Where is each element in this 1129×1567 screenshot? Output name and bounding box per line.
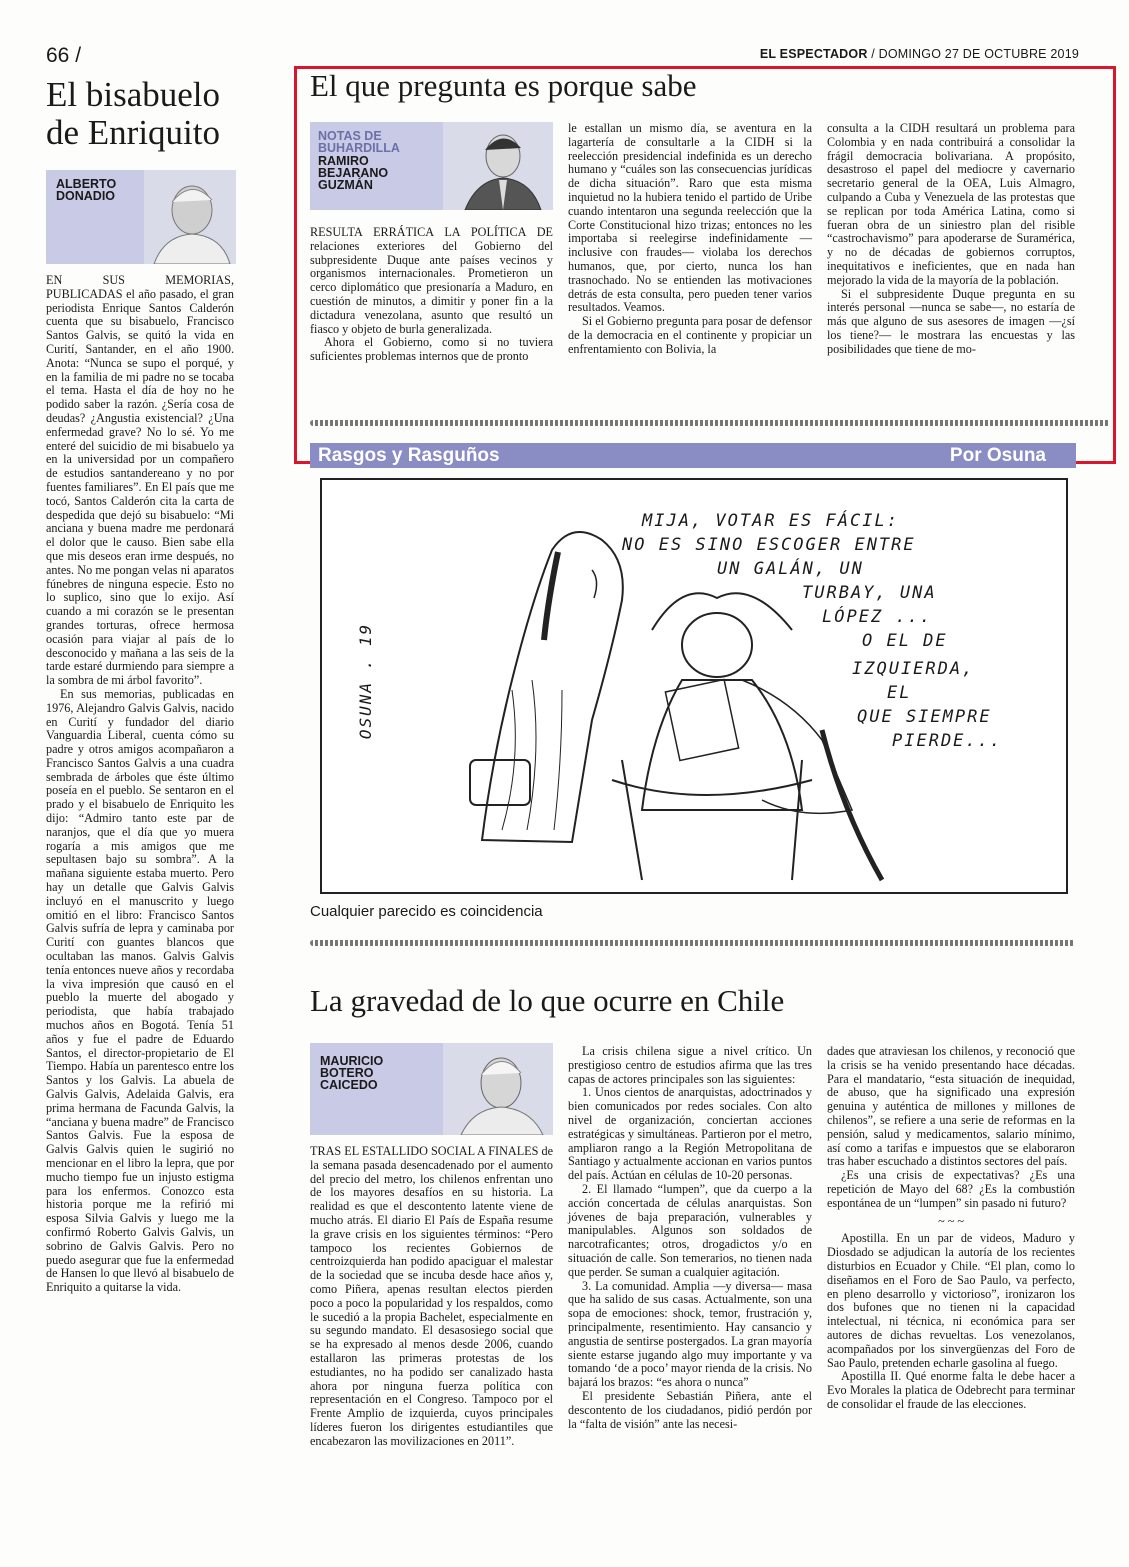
section-name: NOTAS DE BUHARDILLA [318,129,400,155]
bottom-paragraph: 3. La comunidad. Amplia —y diversa— masa que ha salido de sus casas. Actualmente, son una sopa de emociones: shock, temor, frustración y, principalmente, resentimiento. Hay cansancio y angustia de sentirse postergados. La gran mayoría siente estarse jugando algo muy importante y va tomando ‘de a poco’ mayor rienda de la crisis. No bajará los brazos: “es ahora o nunca” [568,1278,812,1390]
speech-line: EL [887,683,912,703]
bottom-paragraph: TRAS EL ESTALLIDO SOCIAL A FINALES de la semana pasada desencadenado por el aumento del precio del metro, los chilenos enfrentan uno de los mayores desafíos en su historia. La realidad es que el descontento latente viene de mucho atrás. El diario El País de España resume la grave crisis en los siguientes términos: “Pero tampoco los recientes Gobiernos de centroizquierda han podido apaciguar el malestar de la sociedad que se incuba desde hace años y, como Piñera, apenas resultan electos pierden poco a poco la popularidad y los respaldos, como le sucedió a la propia Bachelet, especialmente en su segundo mandato. El desasosiego social que se ha expresado al menos desde 2006, cuando estallaron las primeras protestas de los estudiantes, no ha podido ser canalizado hasta ahora por ninguna fuerza política con representación en el Congreso. Tampoco por el Frente Amplio de izquierda, cuyos principales líderes fueron los dirigentes estudiantiles que encabezaron las movilizaciones en 2011”. [310,1144,553,1448]
left-article-title: El bisabuelo de Enriquito [46,75,220,152]
top-article-col-1 [310,226,553,364]
top-paragraph: consulta a la CIDH resultará un problema para Colombia y en nada contribuirá a consolidar la frágil democracia bolivariana. A propósito, desastroso el papel del mediocre y cavernario secretario general de la OEA, Luis Almagro, culpando a Cuba y Venezuela de las protestas que se replican por toda América Latina, como si fueran obra de un siniestro plan del risible “castrochavismo” para apoderarse de Suramérica, y no de décadas de gobiernos corruptos, inequitativos e ineficientes, que en nada han mejorado la vida de la mayoría de la población. [827,121,1075,287]
speech-line: IZQUIERDA, [852,659,975,679]
top-article-col-3 [827,122,1075,357]
page-number-slash: / [75,44,82,67]
speech-line: NO ES SINO ESCOGER ENTRE [622,535,916,555]
wavy-separator [310,940,1075,946]
bottom-paragraph: La crisis chilena sigue a nivel crítico. Un prestigioso centro de estudios afirma que las tres capas de actores principales son las siguientes: [568,1044,812,1086]
top-paragraph: Si el Gobierno pregunta para posar de defensor de la democracia en el continente y propiciar un enfrentamiento con Bolivia, la [568,314,812,356]
banner-title: Rasgos y Rasguños [318,445,500,466]
bottom-paragraph: 2. El llamado “lumpen”, que da cuerpo a la acción concertada de células anarquistas. Son jóvenes de baja preparación, vulnerables y manipulables. Algunos son soldados de narcotraficantes; otros, drogadictos y/o en situación de calle. Son temerarios, no tienen nada que perder. Se suman a cualquier agitación. [568,1181,812,1279]
top-paragraph: Ahora el Gobierno, como si no tuviera suficientes problemas internos que de pronto [310,335,553,364]
page-number [46,44,81,68]
bottom-paragraph: El presidente Sebastián Piñera, ante el descontento de los ciudadanos, pidió perdón por la “falta de visión” ante las necesi- [568,1388,812,1431]
left-author-name: ALBERTO DONADIO [56,177,117,203]
speech-line: O EL DE [862,631,948,651]
speech-line: LÓPEZ ... [822,607,933,627]
author-photo [144,170,236,264]
author-photo [443,122,553,210]
newspaper-name: EL ESPECTADOR [759,47,868,61]
left-article-body [46,274,234,1295]
top-paragraph: le estallan un mismo día, se aventura en la lagartería de consultarle a la CIDH si la reelección presidencial indefinida es un derecho humano y “cuáles son las consecuencias jurídicas de dicha situación”. Raro que esta misma inquietud no la hubiera tenido el partido de Uribe cuando intentaron una segunda reelección que la Corte Constitucional hizo trizas; entonces no les importaba si reelegirse indefinidamente —inclusive con fraudes— violaba los derechos humanos, que, por cierto, nunca los han trasnochado. No se entienden las motivaciones detrás de esta consulta, pero pueden tener varios resultados. Veamos. [568,121,812,315]
cartoon-banner [310,443,1076,468]
top-author-box [310,122,553,210]
top-paragraph: RESULTA ERRÁTICA LA POLÍTICA DE relaciones exteriores del Gobierno del subpresidente Duque ante países vecinos y organismos internacionales. Prometieron un cerco diplomático que presionaría a Maduro, en cuestión de minutos, a dimitir y poner fin a la dictadura venezolana, asunto que resultó un fiasco y objeto de burla generalizada. [310,225,553,336]
top-article-title: El que pregunta es porque sabe [310,68,697,103]
top-author-name: RAMIRO BEJARANO GUZMÁN [318,154,389,192]
page-number-value: 66 [46,44,70,67]
apostilla-paragraph: Apostilla. En un par de videos, Maduro y Diosdado se adjudican la autoría de los recientes disturbios en Ecuador y Chile. “El plan, como lo diseñamos en el Foro de Sao Paulo, va perfecto, en pleno desarrollo y victorioso”, ironizaron los dos bufones que no tienen ni la capacidad intelectual, ni técnica, ni económica para ser autores de dichas revueltas. Los venezolanos, acompañados por los sinvergüenzas del Foro de Sao Paulo, pretenden echarle gasolina al fuego. [827,1231,1075,1370]
issue-date: DOMINGO 27 DE OCTUBRE 2019 [878,47,1079,61]
apostilla-paragraph: Apostilla II. Qué enorme falta le debe hacer a Evo Morales la platica de Odebrecht para terminar de consolidar el fraude de las elecciones. [827,1369,1075,1411]
left-paragraph: En sus memorias, publicadas en 1976, Alejandro Galvis Galvis, nacido en Curití y fundador del diario Vanguardia Liberal, cuenta cómo su padre y otros amigos acompañaron a Francisco Santos Galvis a una cuadra sembrada de árboles que éste último poseía en el pueblo. Se sentaron en el prado y el bisabuelo de Enriquito les dijo: “Admiro tanto este par de naranjos, que el día que yo muera rogaría a mis amigos que me sepultasen bajo su sombra”. A la mañana siguiente estaba muerto. Pero hay un detalle que Galvis Galvis incluyó en el manuscrito y luego omitió en el libro: Francisco Santos Galvis sufría de lepra y caminaba por Curití con guantes blancos que ocultaban las manos. Galvis Galvis tenía entonces nueve años y recordaba la viva impresión que causó en el pueblo la muerte del abogado y periodista, que había trabajado muchos años en Bogotá. Tenía 51 años y fue el padre de Eduardo Santos, el director-propietario de El Tiempo. Había un parentesco entre los Santos y los Galvis. La abuela de Galvis Galvis, Adelaida Galvis, era prima hermana de Facunda Galvis, la “anciana y buena madre” de Francisco Santos Galvis. Fue la esposa de Galvis Galvis quien le sugirió no mencionar en el libro la lepra, que por mucho tiempo fue un injusto estigma para los enfermos. Conozco esta historia porque me la refirió mi esposa Silvia Galvis y luego me la confirmó Roberto Galvis Galvis, un sobrino de Galvis Galvis. Pero no puedo asegurar que fue la enfermedad de Hansen lo que llevó al bisabuelo de Enriquito a quitarse la vida. [46,686,234,1295]
bottom-article-col-2 [568,1045,812,1431]
author-photo [443,1043,553,1135]
left-paragraph: EN SUS MEMORIAS, PUBLICADAS el año pasado, el gran periodista Enrique Santos Calderón cuenta que su bisabuelo, Francisco Santos Galvis, se quitó la vida en Curití, Santander, en el año 1900. Anota: “Nunca se supo el porqué, y en la familia de mi padre no se tocaba el tema. Hasta el día de hoy no he podido saber la razón. ¿Sería cosa de deudas? ¿Angustia existencial? ¿Una enfermedad grave? No lo sé. Yo me enteré del suicidio de mi bisabuelo ya en la universidad por un compañero de estudios santandereano y no por fuentes familiares”. En El país que me tocó, Santos Calderón cita la carta de despedida que dejó su bisabuelo: “Mi anciana y buena madre me perdonará el dolor que le causo. Bien sabe ella que mis deseos eran irme después, no antes. No me pongan velas ni aparatos fúnebres de ninguna especie. Esto no lo suplico, sino que lo exijo. Así cuando a mi corazón se le presentan grandes torturas, ofrece hermosa ocasión para viajar al país de lo desconocido y mañana a las seis de la tarde estaré durmiendo para siempre a la sombra de mi árbol favorito”. [46,273,234,688]
cartoon-signature: OSUNA . 19 [356,622,376,740]
cartoon-caption: Cualquier parecido es coincidencia [310,903,543,920]
speech-line: TURBAY, UNA [802,583,937,603]
speech-line: MIJA, VOTAR ES FÁCIL: [642,511,899,531]
bottom-author-name: MAURICIO BOTERO CAICEDO [320,1054,384,1092]
bottom-paragraph: ¿Es una crisis de expectativas? ¿Es una repetición de Mayo del 68? ¿Es la combustión espontánea de un “lumpen” sin pasado ni futuro? [827,1168,1075,1210]
bottom-article-col-3 [827,1045,1075,1412]
speech-line: QUE SIEMPRE [857,707,992,727]
left-author-box [46,170,236,264]
banner-author: Por Osuna [949,445,1046,466]
speech-line: PIERDE... [892,731,1003,751]
bottom-paragraph: 1. Unos cientos de anarquistas, adoctrinados y bien comunicados por redes sociales. Con alto nivel de organización, conciertan acciones estratégicas y simultáneas. Partieron por el metro, ampliaron rango a la Región Metropolitana de Santiago y actualmente accionan en varios puntos del país. Actúan en células de 10-20 personas. [568,1085,812,1183]
masthead: EL ESPECTADOR / DOMINGO 27 DE OCTUBRE 2019 [759,47,1079,61]
top-article-col-2 [568,122,812,357]
bottom-article-title: La gravedad de lo que ocurre en Chile [310,983,785,1018]
bottom-author-box [310,1043,553,1135]
bottom-article-col-1 [310,1145,553,1449]
wavy-separator [310,420,1110,426]
bottom-paragraph: dades que atraviesan los chilenos, y reconoció que la crisis se ha venido presentando hace décadas. Para el mandatario, “esta situación de inequidad, de abuso, que ha significado una expresión genuina y auténtica de millones y millones de chilenos”, se refiere a una serie de reformas en la pensión, salud y medicamentos, salario mínimo, así como a tarifas e impuestos que se elaboraron tras haber escuchado a distintos sectores del país. [827,1044,1075,1169]
speech-line: UN GALÁN, UN [717,559,864,579]
cartoon-frame [320,478,1068,894]
section-divider: ~ ~ ~ [938,1213,964,1228]
top-paragraph: Si el subpresidente Duque pregunta en su interés personal —nunca se sabe—, no estaría de más que alguno de sus asesores de imagen —¿sí los tiene?— le mostrara las encuestas y las posibilidades que tiene de mo- [827,286,1075,356]
